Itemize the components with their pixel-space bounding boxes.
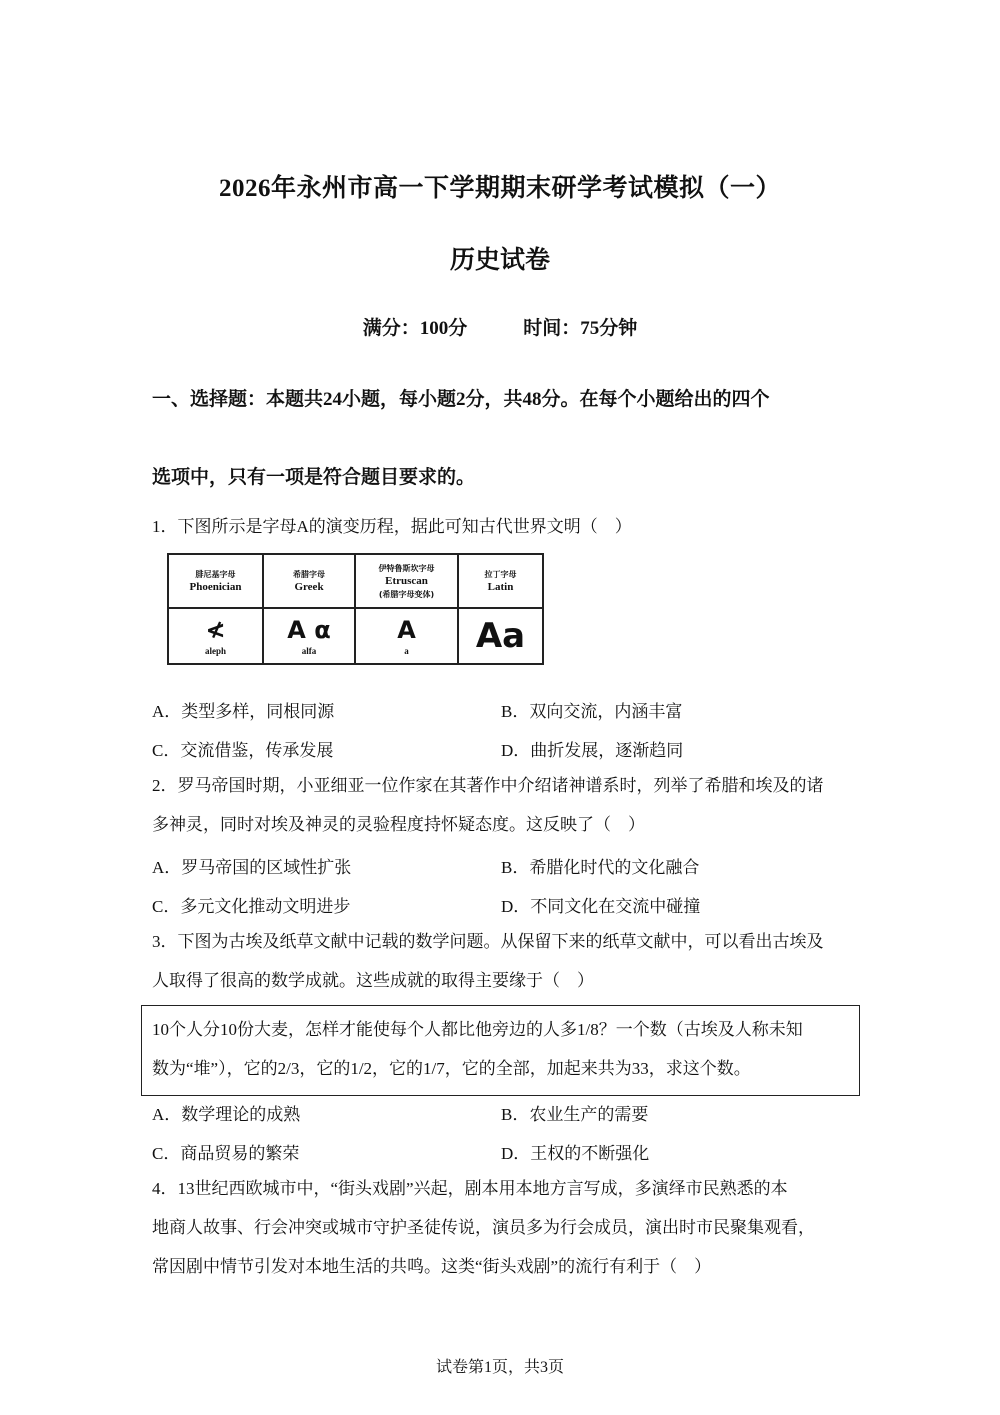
table-column-etruscan — [356, 555, 459, 663]
glyph-name: alfa — [301, 646, 317, 656]
greek-glyph: A α — [287, 616, 331, 644]
question-3-option-d[interactable]: D．王权的不断强化 — [501, 1144, 650, 1163]
column-head-cn: 希腊字母 — [293, 570, 325, 579]
column-head-en: Etruscan — [385, 574, 428, 587]
latin-glyph: Aa — [475, 616, 526, 656]
question-2-stem-line1: 2．罗马帝国时期，小亚细亚一位作家在其著作中介绍诸神谱系时，列举了希腊和埃及的诸 — [152, 776, 824, 795]
question-2-stem-line2: 多神灵，同时对埃及神灵的灵验程度持怀疑态度。这反映了（ ） — [152, 815, 645, 834]
question-1-stem: 1．下图所示是字母A的演变历程，据此可知古代世界文明（ ） — [152, 517, 632, 536]
question-3-option-c[interactable]: C．商品贸易的繁荣 — [152, 1144, 300, 1163]
table-column-phoenician — [169, 555, 264, 663]
question-3-option-b[interactable]: B．农业生产的需要 — [501, 1105, 649, 1124]
column-head-en: Phoenician — [189, 581, 242, 593]
section-heading-line2: 选项中，只有一项是符合题目要求的。 — [152, 467, 476, 488]
question-2-option-b[interactable]: B．希腊化时代的文化融合 — [501, 858, 700, 877]
question-2-option-d[interactable]: D．不同文化在交流中碰撞 — [501, 897, 701, 916]
etruscan-glyph: A — [397, 616, 416, 644]
exam-time: 时间：75分钟 — [523, 318, 638, 339]
exam-title: 2026年永州市高一下学期期末研学考试模拟（一） — [218, 175, 781, 202]
question-3-stem — [152, 922, 857, 1000]
section-heading-line1: 一、选择题：本题共24小题，每小题2分，共48分。在每个小题给出的四个 — [152, 389, 770, 410]
question-4-stem-line1: 4．13世纪西欧城市中，“街头戏剧”兴起，剧本用本地方言写成，多演绎市民熟悉的本 — [152, 1179, 788, 1198]
papyrus-problem-line1: 10个人分10份大麦，怎样才能使每个人都比他旁边的人多1/8？一个数（古埃及人称未知 — [152, 1020, 803, 1039]
question-1-option-c[interactable]: C．交流借鉴，传承发展 — [152, 741, 334, 760]
phoenician-glyph: ≮ — [205, 616, 226, 644]
table-column-latin — [459, 555, 542, 663]
question-2-option-c[interactable]: C．多元文化推动文明进步 — [152, 897, 351, 916]
papyrus-problem-line2: 数为“堆”），它的2/3，它的1/2，它的1/7，它的全部，加起来共为33，求这个数。 — [152, 1059, 751, 1078]
column-head-cn: 拉丁字母 — [484, 570, 517, 579]
papyrus-problem-text — [152, 1010, 852, 1088]
question-2-stem — [152, 766, 857, 844]
question-3-stem-line1: 3．下图为古埃及纸草文献中记载的数学问题。从保留下来的纸草文献中，可以看出古埃及 — [152, 932, 824, 951]
question-1-option-b[interactable]: B．双向交流，内涵丰富 — [501, 702, 683, 721]
question-4-stem-line2: 地商人故事、行会冲突或城市守护圣徒传说，演员多为行会成员，演出时市民聚集观看， — [152, 1218, 815, 1237]
column-head-cn: 伊特鲁斯坎字母 — [378, 563, 435, 573]
exam-subtitle: 历史试卷 — [449, 247, 550, 274]
column-head-en: Greek — [294, 581, 324, 593]
page-footer: 试卷第1页，共3页 — [435, 1359, 564, 1376]
question-4-stem — [152, 1169, 857, 1286]
table-column-greek — [264, 555, 356, 663]
exam-meta — [0, 313, 1000, 340]
question-4-stem-line3: 常因剧中情节引发对本地生活的共鸣。这类“街头戏剧”的流行有利于（ ） — [152, 1257, 712, 1276]
question-1-option-a[interactable]: A．类型多样，同根同源 — [152, 702, 335, 721]
column-head-note: (希腊字母变体) — [378, 589, 435, 599]
glyph-name: a — [404, 646, 409, 656]
alphabet-evolution-table — [167, 553, 544, 665]
column-head-en: Latin — [487, 581, 514, 593]
question-1-option-d[interactable]: D．曲折发展，逐渐趋同 — [501, 741, 684, 760]
full-score: 满分：100分 — [362, 318, 468, 339]
column-head-cn: 腓尼基字母 — [195, 570, 236, 579]
glyph-name: aleph — [204, 646, 226, 656]
question-2-option-a[interactable]: A．罗马帝国的区域性扩张 — [152, 858, 352, 877]
question-3-option-a[interactable]: A．数学理论的成熟 — [152, 1105, 301, 1124]
question-3-stem-line2: 人取得了很高的数学成就。这些成就的取得主要缘于（ ） — [152, 971, 594, 990]
